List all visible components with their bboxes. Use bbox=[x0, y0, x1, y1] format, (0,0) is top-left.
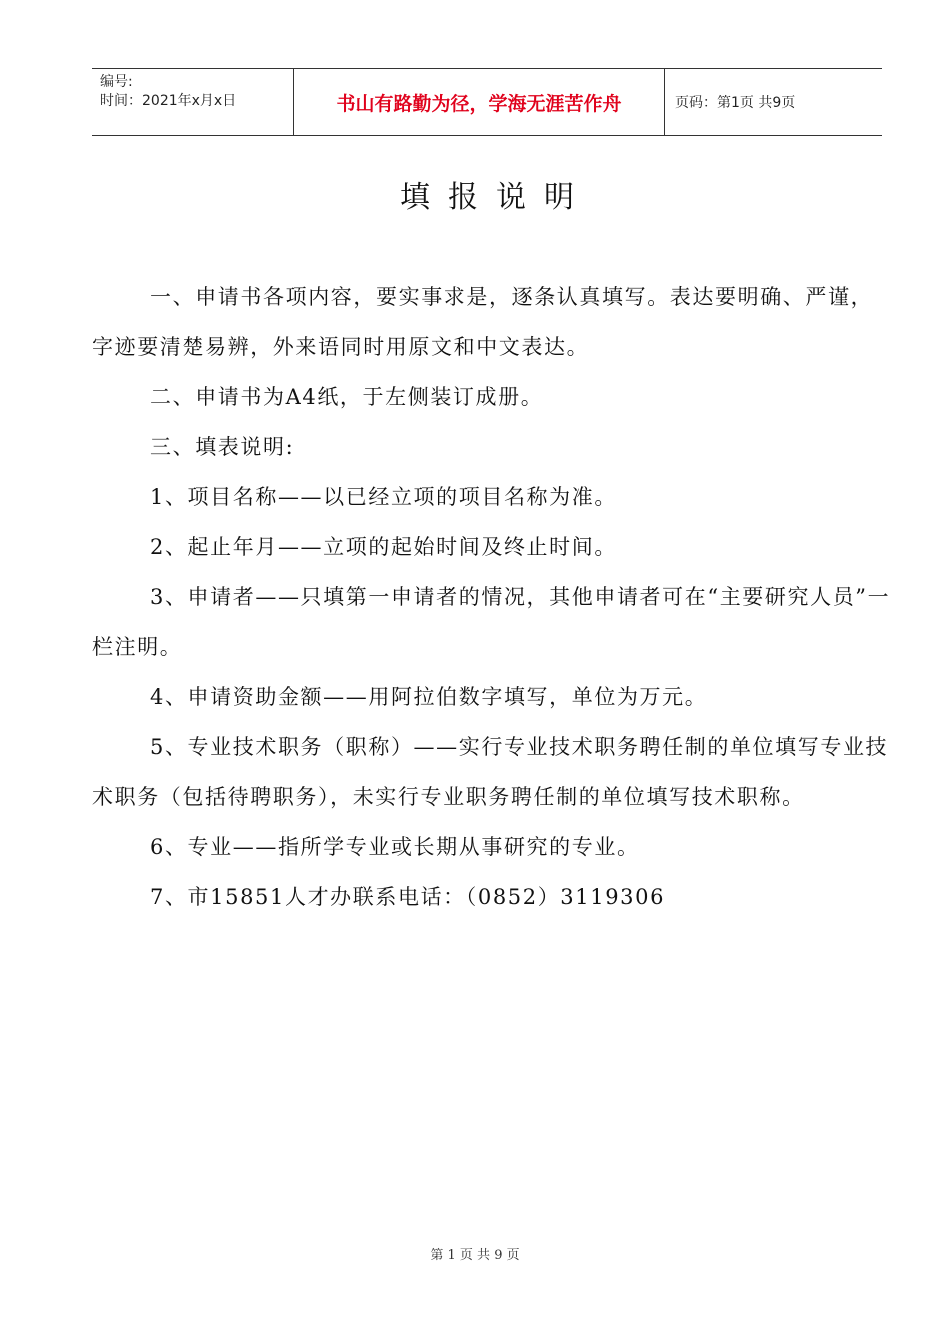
document-time: 时间：2021年x月x日 bbox=[100, 93, 237, 109]
paragraph-1: 一、申请书各项内容，要实事求是，逐条认真填写。表达要明确、严谨，字迹要清楚易辨，外来语同时用原文和中文表达。 bbox=[92, 285, 874, 359]
instruction-item-2: 2、起止年月——立项的起始时间及终止时间。 bbox=[150, 535, 617, 559]
paragraph-2: 二、申请书为A4纸，于左侧装订成册。 bbox=[150, 385, 544, 409]
header-motto: 书山有路勤为径，学海无涯苦作舟 bbox=[293, 69, 665, 135]
page-title: 填报说明 bbox=[400, 180, 592, 215]
header-meta bbox=[92, 69, 293, 135]
instruction-item-4: 4、申请资助金额——用阿拉伯数字填写，单位为万元。 bbox=[150, 685, 708, 709]
instructions-body bbox=[92, 272, 892, 922]
instruction-item-5: 5、专业技术职务（职称）——实行专业技术职务聘任制的单位填写专业技术职务（包括待聘职务），未实行专业职务聘任制的单位填写技术职称。 bbox=[92, 735, 889, 809]
document-number-label: 编号: bbox=[100, 74, 133, 90]
instruction-item-7: 7、市15851人才办联系电话：（0852）3119306 bbox=[150, 885, 666, 909]
instruction-item-3: 3、申请者——只填第一申请者的情况，其他申请者可在“主要研究人员”一栏注明。 bbox=[92, 585, 891, 659]
paragraph-3: 三、填表说明: bbox=[150, 435, 295, 459]
header-page-info: 页码：第1页 共9页 bbox=[675, 95, 796, 111]
page-header bbox=[92, 68, 882, 136]
page-footer: 第 1 页 共 9 页 bbox=[430, 1248, 520, 1263]
instruction-item-6: 6、专业——指所学专业或长期从事研究的专业。 bbox=[150, 835, 640, 859]
instruction-item-1: 1、项目名称——以已经立项的项目名称为准。 bbox=[150, 485, 617, 509]
